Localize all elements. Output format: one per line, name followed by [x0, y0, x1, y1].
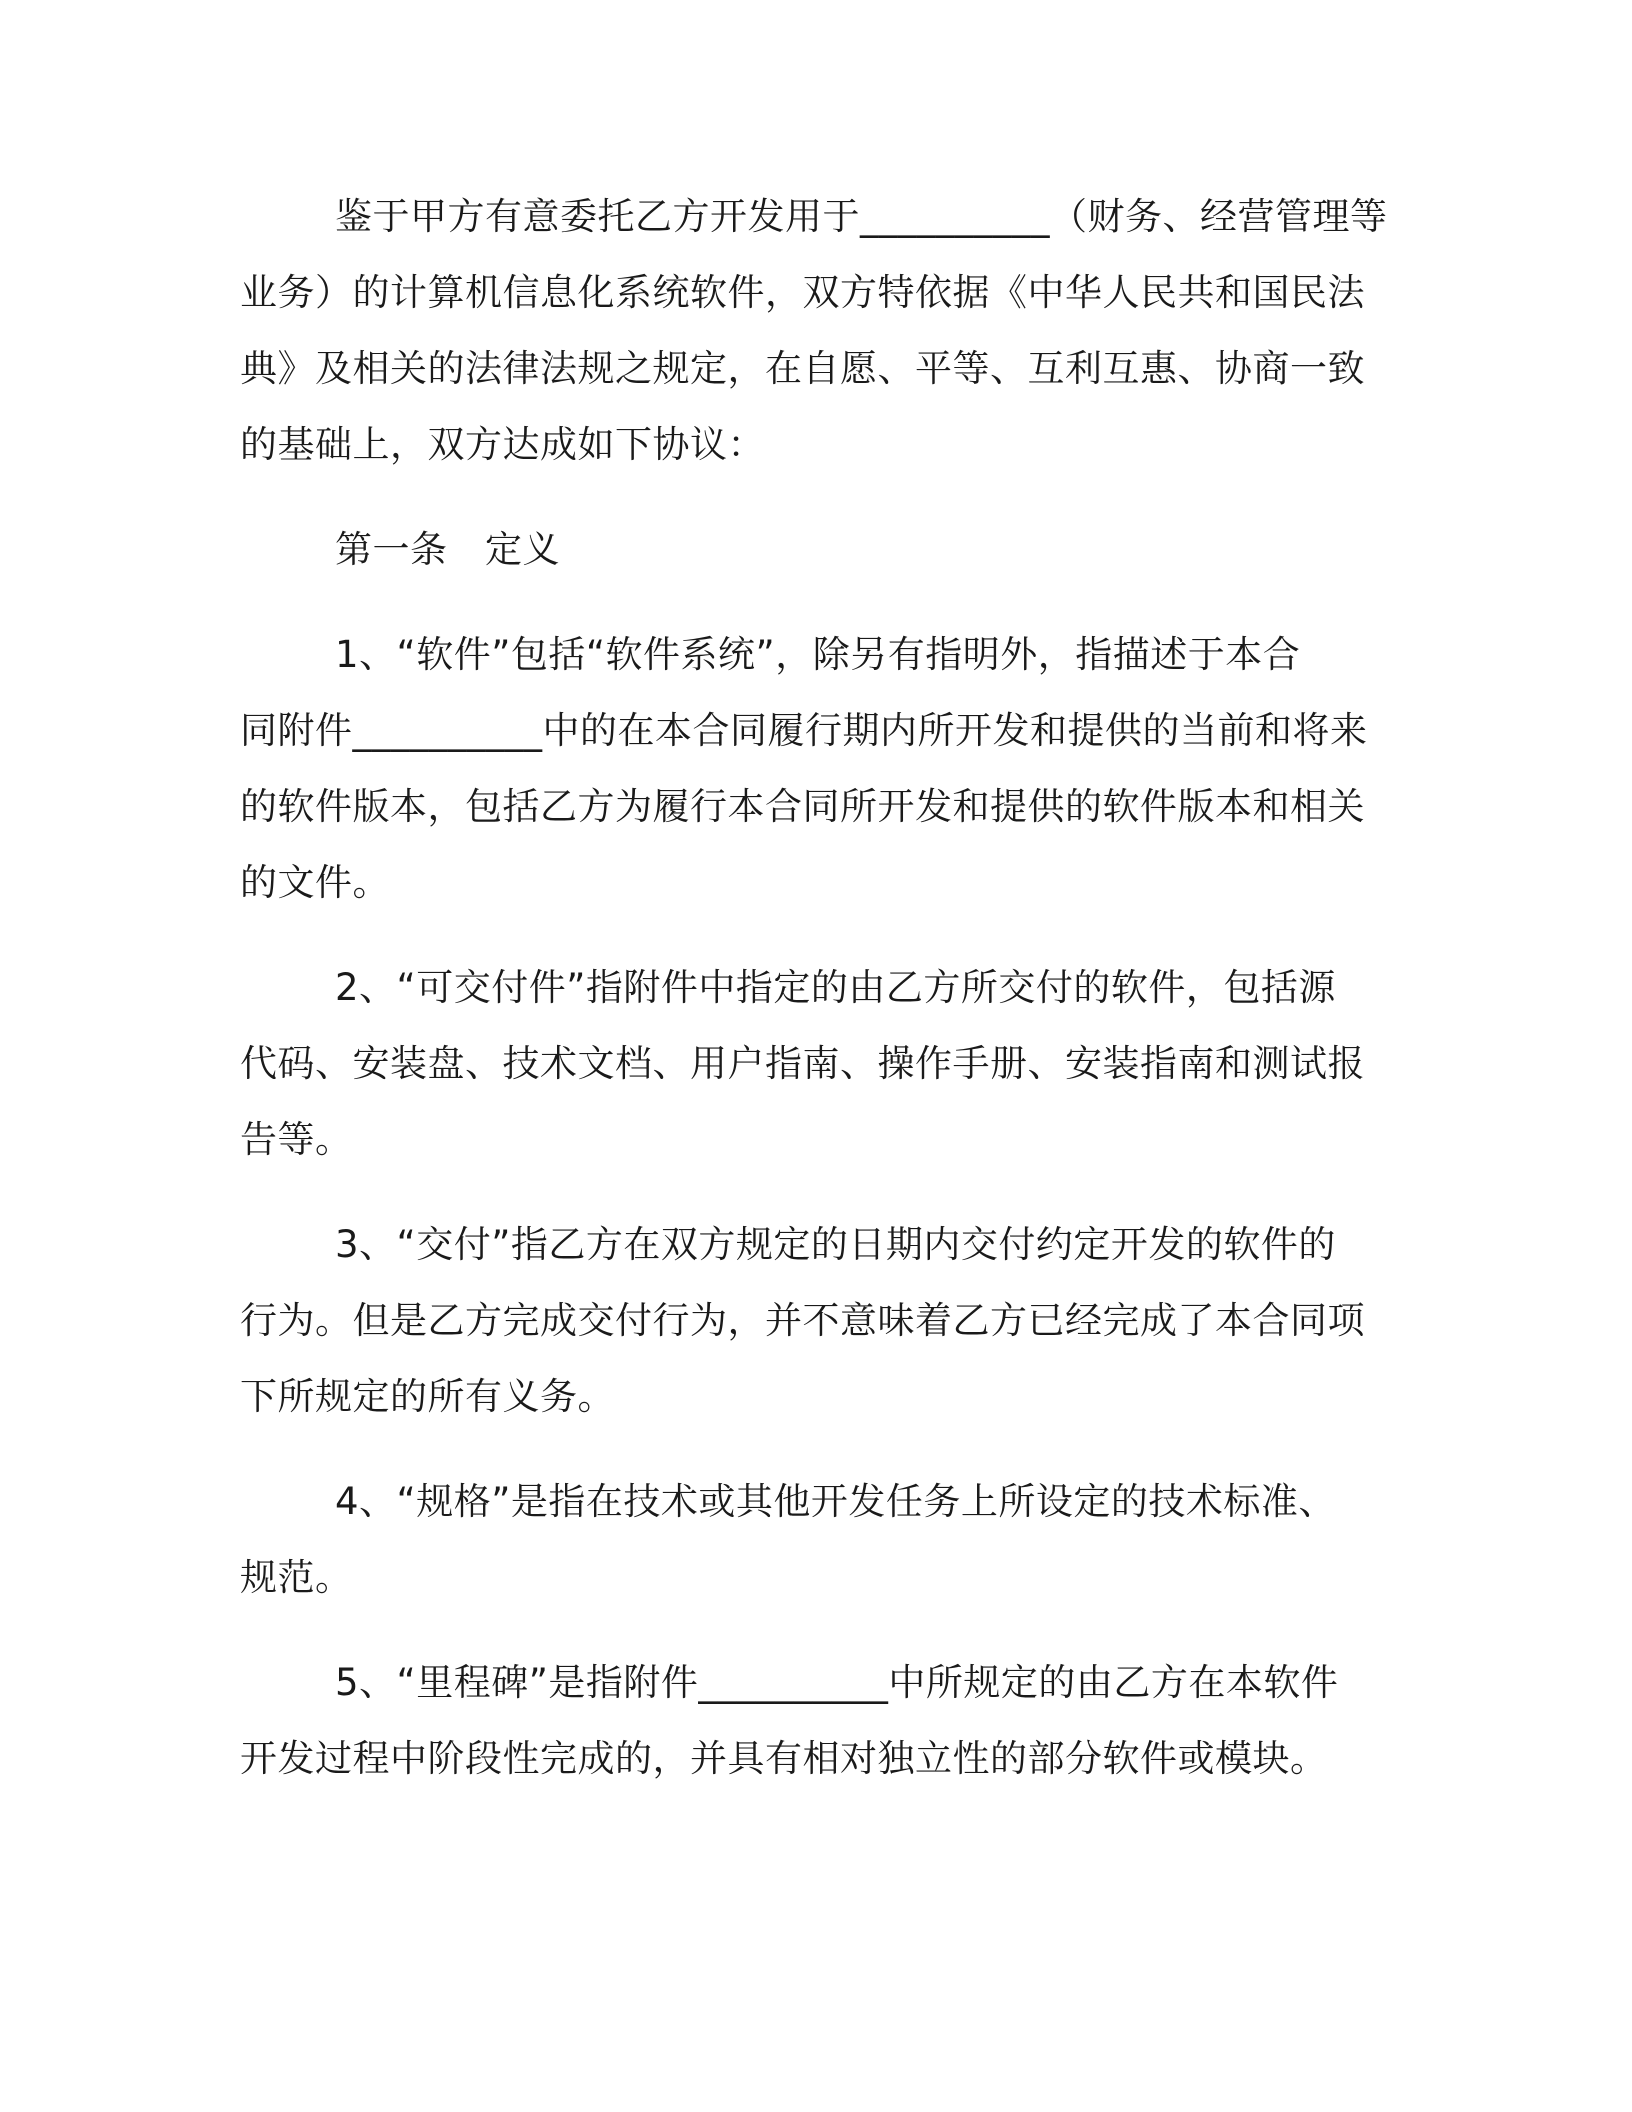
definition-4-line-2: 规范。 — [240, 1556, 353, 1599]
definition-4-line-1: 4、“规格”是指在技术或其他开发任务上所设定的技术标准、 — [335, 1480, 1336, 1523]
definition-5-line-1: 5、“里程碑”是指附件__________中所规定的由乙方在本软件 — [335, 1661, 1339, 1704]
intro-line-1: 鉴于甲方有意委托乙方开发用于__________（财务、经营管理等 — [335, 195, 1388, 238]
definition-3-line-2: 行为。但是乙方完成交付行为，并不意味着乙方已经完成了本合同项 — [240, 1299, 1365, 1342]
intro-line-2: 业务）的计算机信息化系统软件，双方特依据《中华人民共和国民法 — [240, 271, 1365, 314]
definition-2-line-2: 代码、安装盘、技术文档、用户指南、操作手册、安装指南和测试报 — [240, 1042, 1365, 1085]
definition-1-line-1: 1、“软件”包括“软件系统”，除另有指明外，指描述于本合 — [335, 633, 1301, 676]
definition-3-line-1: 3、“交付”指乙方在双方规定的日期内交付约定开发的软件的 — [335, 1223, 1336, 1266]
definition-2-line-3: 告等。 — [240, 1118, 353, 1161]
intro-line-3: 典》及相关的法律法规之规定，在自愿、平等、互利互惠、协商一致 — [240, 347, 1365, 390]
definition-1-line-3: 的软件版本，包括乙方为履行本合同所开发和提供的软件版本和相关 — [240, 785, 1365, 828]
intro-line-4: 的基础上，双方达成如下协议： — [240, 423, 765, 466]
definition-1-line-2: 同附件__________中的在本合同履行期内所开发和提供的当前和将来 — [240, 709, 1368, 752]
definition-2-line-1: 2、“可交付件”指附件中指定的由乙方所交付的软件，包括源 — [335, 966, 1336, 1009]
definition-1-line-4: 的文件。 — [240, 861, 390, 904]
definition-3-line-3: 下所规定的所有义务。 — [240, 1375, 615, 1418]
definition-5-line-2: 开发过程中阶段性完成的，并具有相对独立性的部分软件或模块。 — [240, 1737, 1328, 1780]
article-heading: 第一条 定义 — [335, 528, 560, 571]
